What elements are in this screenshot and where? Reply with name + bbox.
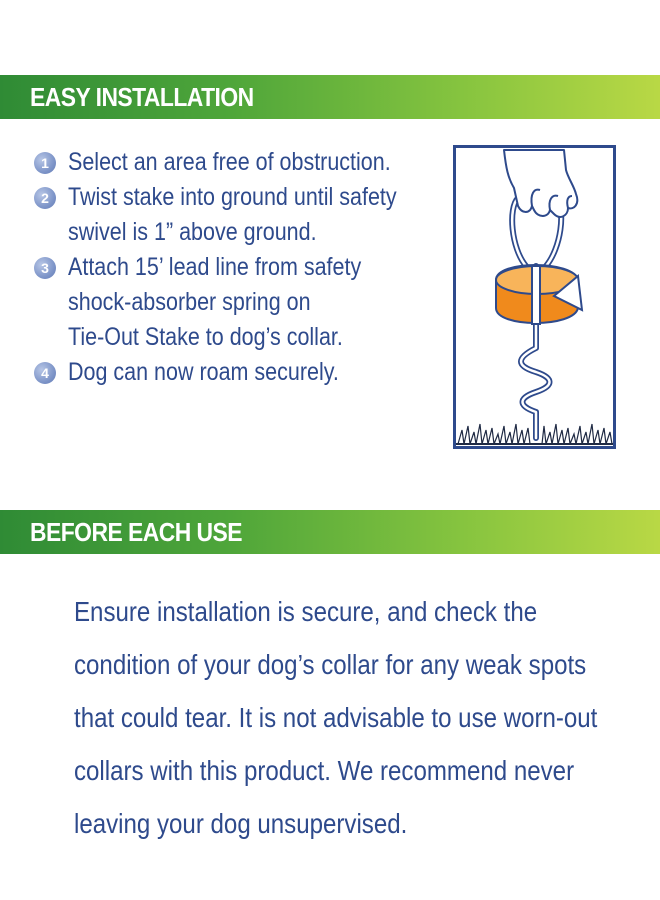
paragraph-line: condition of your dog’s collar for any weak spots (74, 649, 587, 680)
step-4 (34, 355, 434, 390)
easy-installation-banner (0, 75, 660, 119)
before-each-use-title: BEFORE EACH USE (30, 517, 243, 547)
installation-steps (34, 145, 434, 390)
step-text-line: Attach 15’ lead line from safety (68, 253, 362, 281)
step-3 (34, 250, 434, 355)
paragraph-line: collars with this product. We recommend never (74, 755, 575, 786)
step-text-line: Dog can now roam securely. (68, 358, 339, 386)
step-2 (34, 180, 434, 250)
before-each-use-banner (0, 510, 660, 554)
step-1 (34, 145, 434, 180)
paragraph-line: leaving your dog unsupervised. (74, 808, 408, 839)
step-text-line: Tie-Out Stake to dog’s collar. (68, 323, 343, 351)
step-number-badge: 1 (34, 152, 56, 174)
step-number-badge: 4 (34, 362, 56, 384)
step-text-line: Twist stake into ground until safety (68, 183, 397, 211)
step-text-line: Select an area free of obstruction. (68, 148, 391, 176)
paragraph-line: that could tear. It is not advisable to use worn-out (74, 702, 598, 733)
illustration-svg (456, 148, 613, 446)
step-text-line: shock-absorber spring on (68, 288, 311, 316)
step-text-line: swivel is 1” above ground. (68, 218, 317, 246)
paragraph-line: Ensure installation is secure, and check the (74, 596, 538, 627)
installation-illustration (453, 145, 616, 449)
easy-installation-title: EASY INSTALLATION (30, 82, 254, 112)
step-number-badge: 3 (34, 257, 56, 279)
twist-arrow-icon (496, 265, 582, 324)
step-number-badge: 2 (34, 187, 56, 209)
before-each-use-paragraph (74, 585, 634, 850)
